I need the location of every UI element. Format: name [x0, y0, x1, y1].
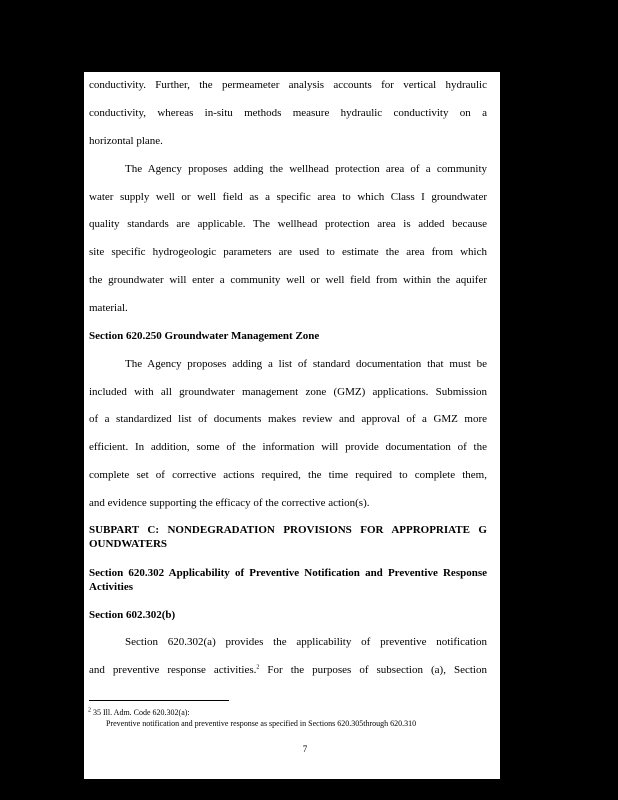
- paragraph-2-line-3: quality standards are applicable. The wellhead protection area is added because: [89, 218, 487, 230]
- section-620-302-heading: Section 620.302 Applicability of Preventive Notification and Preventive Response Activities: [89, 567, 487, 593]
- paragraph-3-line-3: of a standardized list of documents makes review and approval of a GMZ more: [89, 413, 487, 425]
- section-602-302-b-heading: Section 602.302(b): [89, 609, 176, 621]
- paragraph-1-line-3: horizontal plane.: [89, 135, 163, 147]
- paragraph-2-line-1: The Agency proposes adding the wellhead protection area of a community: [125, 163, 487, 175]
- paragraph-3-line-5: complete set of corrective actions required, the time required to complete them,: [89, 469, 487, 481]
- section-620-250-heading: Section 620.250 Groundwater Management Zone: [89, 330, 320, 342]
- paragraph-2-line-5: the groundwater will enter a community well or well field from within the aquifer: [89, 274, 487, 286]
- paragraph-4-line-2: [89, 664, 487, 677]
- paragraph-4-text-after: For the purposes of subsection (a), Section: [259, 664, 487, 676]
- page-number: 7: [302, 744, 308, 754]
- footnote-reference: 2: [256, 664, 260, 671]
- paragraph-3-line-2: included with all groundwater management zone (GMZ) applications. Submission: [89, 386, 487, 398]
- paragraph-1-line-1: conductivity. Further, the permeameter analysis accounts for vertical hydraulic: [89, 79, 487, 91]
- footnote-marker: 2: [88, 707, 91, 714]
- footnote-separator: [89, 700, 229, 701]
- footnote-line-1: [88, 708, 190, 718]
- subpart-c-heading: SUBPART C: NONDEGRADATION PROVISIONS FOR APPROPRIATE G OUNDWATERS: [89, 524, 487, 550]
- paragraph-2-line-4: site specific hydrogeologic parameters are used to estimate the area from which: [89, 246, 487, 258]
- footnote-citation: 35 Ill. Adm. Code 620.302(a):: [93, 708, 190, 717]
- paragraph-3-line-1: The Agency proposes adding a list of standard documentation that must be: [125, 358, 487, 370]
- paragraph-4-line-1: Section 620.302(a) provides the applicability of preventive notification: [125, 636, 487, 648]
- paragraph-2-line-2: water supply well or well field as a specific area to which Class I groundwater: [89, 191, 487, 203]
- paragraph-3-line-6: and evidence supporting the efficacy of the corrective action(s).: [89, 497, 370, 509]
- paragraph-1-line-2: conductivity, whereas in-situ methods measure hydraulic conductivity on a: [89, 107, 487, 119]
- paragraph-3-line-4: efficient. In addition, some of the information will provide documentation of the: [89, 441, 487, 453]
- paragraph-4-text-before: and preventive response activities.: [89, 664, 257, 676]
- footnote-line-2: Preventive notification and preventive response as specified in Sections 620.305through 620.310: [106, 719, 417, 728]
- paragraph-2-line-6: material.: [89, 302, 128, 314]
